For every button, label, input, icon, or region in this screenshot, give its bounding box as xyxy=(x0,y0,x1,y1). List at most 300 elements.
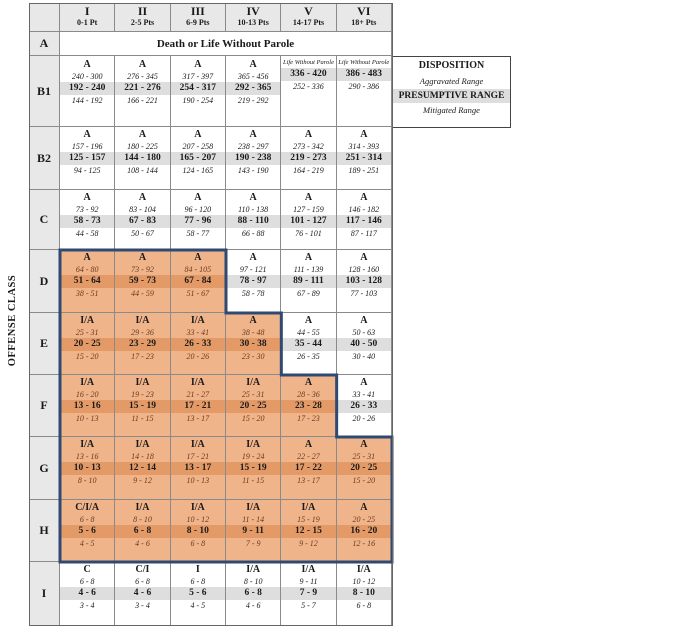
row-label: C xyxy=(29,190,60,250)
cell-presumptive-range: 144 - 180 xyxy=(115,152,169,165)
cell-disposition: A xyxy=(304,129,313,140)
cell-presumptive-range: 40 - 50 xyxy=(337,338,391,351)
legend-mitigated: Mitigated Range xyxy=(423,105,480,115)
cell-disposition: A xyxy=(249,59,257,70)
cell-aggravated-range: 180 - 225 xyxy=(127,142,158,151)
grid-cell xyxy=(281,56,336,127)
cell-aggravated-range: 14 - 18 xyxy=(131,452,154,461)
grid-cell xyxy=(281,313,336,375)
grid-cell xyxy=(171,190,226,250)
cell-presumptive-range: 67 - 84 xyxy=(171,275,225,288)
cell-mitigated-range: 108 - 144 xyxy=(127,166,158,175)
cell-aggravated-range: 29 - 36 xyxy=(131,328,154,337)
grid-cell xyxy=(337,250,392,313)
cell-mitigated-range: 17 - 23 xyxy=(297,414,320,423)
grid-cell xyxy=(60,437,115,500)
cell-aggravated-range: 10 - 12 xyxy=(352,577,376,586)
cell-aggravated-range: 207 - 258 xyxy=(182,142,214,151)
cell-presumptive-range: 9 - 11 xyxy=(226,525,280,538)
cell-mitigated-range: 13 - 17 xyxy=(297,476,320,485)
row-label: B2 xyxy=(29,127,60,190)
grid-cell xyxy=(226,437,281,500)
grid-cell xyxy=(115,190,170,250)
legend-presumptive: PRESUMPTIVE RANGE xyxy=(393,89,510,103)
cell-mitigated-range: 7 - 9 xyxy=(245,539,261,548)
cell-mitigated-range: 190 - 254 xyxy=(182,96,214,105)
grid-cell xyxy=(171,437,226,500)
column-header xyxy=(115,3,170,32)
cell-aggravated-range: 238 - 297 xyxy=(237,142,269,151)
cell-mitigated-range: 51 - 67 xyxy=(186,289,210,298)
row-label: E xyxy=(29,313,60,375)
cell-disposition: A xyxy=(360,315,368,326)
grid-cell xyxy=(226,56,281,127)
cell-aggravated-range: 146 - 182 xyxy=(348,205,380,214)
cell-presumptive-range: 20 - 25 xyxy=(337,462,391,475)
cell-disposition: C xyxy=(83,564,91,575)
cell-mitigated-range: 166 - 221 xyxy=(127,96,158,105)
cell-mitigated-range: 4 - 5 xyxy=(190,601,206,610)
cell-mitigated-range: 3 - 4 xyxy=(79,601,95,610)
cell-disposition: A xyxy=(194,192,202,203)
cell-disposition: I/A xyxy=(190,315,205,326)
cell-aggravated-range: 8 - 10 xyxy=(133,515,152,524)
cell-presumptive-range: 30 - 38 xyxy=(226,338,280,351)
grid-cell xyxy=(281,437,336,500)
cell-aggravated-range: 273 - 342 xyxy=(293,142,324,151)
cell-presumptive-range: 17 - 21 xyxy=(171,400,225,413)
cell-presumptive-range: 13 - 16 xyxy=(60,400,114,413)
cell-aggravated-range: 6 - 8 xyxy=(190,577,206,586)
cell-aggravated-range: 15 - 19 xyxy=(297,515,320,524)
cell-aggravated-range: 33 - 41 xyxy=(352,390,376,399)
grid-cell xyxy=(171,56,226,127)
cell-disposition: Life Without Parole xyxy=(282,59,334,66)
cell-mitigated-range: 9 - 12 xyxy=(299,539,318,548)
cell-mitigated-range: 5 - 7 xyxy=(301,601,316,610)
cell-aggravated-range: 10 - 12 xyxy=(186,515,210,524)
cell-aggravated-range: 13 - 16 xyxy=(75,452,99,461)
cell-presumptive-range: 78 - 97 xyxy=(226,275,280,288)
cell-mitigated-range: 8 - 10 xyxy=(77,476,97,485)
cell-presumptive-range: 17 - 22 xyxy=(281,462,335,475)
cell-disposition: I/A xyxy=(190,502,205,513)
cell-aggravated-range: 84 - 105 xyxy=(184,265,212,274)
column-points: 2-5 Pts xyxy=(130,18,155,27)
cell-presumptive-range: 35 - 44 xyxy=(281,338,335,351)
cell-disposition: I/A xyxy=(246,439,261,450)
cell-aggravated-range: 25 - 31 xyxy=(75,328,99,337)
cell-aggravated-range: 19 - 23 xyxy=(131,390,154,399)
cell-aggravated-range: 25 - 31 xyxy=(241,390,265,399)
legend-box xyxy=(392,56,511,128)
cell-presumptive-range: 6 - 8 xyxy=(226,587,280,600)
cell-disposition: I/A xyxy=(135,315,150,326)
cell-disposition: A xyxy=(83,59,91,70)
cell-aggravated-range: 11 - 14 xyxy=(242,515,265,524)
cell-mitigated-range: 58 - 77 xyxy=(186,229,210,238)
cell-presumptive-range: 5 - 6 xyxy=(60,525,114,538)
cell-aggravated-range: 8 - 10 xyxy=(243,577,263,586)
column-header xyxy=(171,3,226,32)
cell-disposition: I/A xyxy=(135,502,150,513)
grid-cell xyxy=(337,127,392,190)
cell-disposition: A xyxy=(249,192,257,203)
cell-presumptive-range: 15 - 19 xyxy=(226,462,280,475)
cell-presumptive-range: 4 - 6 xyxy=(115,587,169,600)
cell-disposition: A xyxy=(304,439,313,450)
cell-disposition: I/A xyxy=(135,439,150,450)
cell-mitigated-range: 23 - 30 xyxy=(241,352,265,361)
cell-presumptive-range: 6 - 8 xyxy=(115,525,169,538)
cell-mitigated-range: 20 - 26 xyxy=(352,414,376,423)
cell-aggravated-range: 96 - 120 xyxy=(184,205,212,214)
cell-presumptive-range: 117 - 146 xyxy=(337,215,391,228)
cell-disposition: A xyxy=(138,192,147,203)
cell-mitigated-range: 219 - 292 xyxy=(237,96,269,105)
grid-cell xyxy=(281,500,336,562)
cell-presumptive-range: 125 - 157 xyxy=(60,152,114,165)
cell-mitigated-range: 189 - 251 xyxy=(348,166,380,175)
row-label: I xyxy=(29,562,60,626)
cell-mitigated-range: 12 - 16 xyxy=(352,539,376,548)
cell-aggravated-range: 6 - 8 xyxy=(79,515,95,524)
cell-aggravated-range: 127 - 159 xyxy=(293,205,324,214)
cell-presumptive-range: 165 - 207 xyxy=(171,152,225,165)
column-header xyxy=(60,3,115,32)
cell-presumptive-range: 23 - 29 xyxy=(115,338,169,351)
cell-aggravated-range: 19 - 24 xyxy=(241,452,265,461)
cell-presumptive-range: 58 - 73 xyxy=(60,215,114,228)
cell-disposition: I/A xyxy=(356,564,371,575)
cell-presumptive-range: 16 - 20 xyxy=(337,525,391,538)
cell-mitigated-range: 143 - 190 xyxy=(237,166,269,175)
cell-mitigated-range: 10 - 13 xyxy=(75,414,99,423)
cell-disposition: A xyxy=(138,252,147,263)
grid-cell xyxy=(171,500,226,562)
grid-cell xyxy=(115,313,170,375)
cell-presumptive-range: 12 - 15 xyxy=(281,525,335,538)
cell-mitigated-range: 67 - 89 xyxy=(297,289,320,298)
grid-cell xyxy=(60,500,115,562)
grid-cell xyxy=(226,500,281,562)
cell-mitigated-range: 15 - 20 xyxy=(75,352,99,361)
grid-cell xyxy=(337,500,392,562)
cell-aggravated-range: 240 - 300 xyxy=(71,72,103,81)
cell-presumptive-range: 292 - 365 xyxy=(226,82,280,95)
cell-presumptive-range: 67 - 83 xyxy=(115,215,169,228)
cell-aggravated-range: 73 - 92 xyxy=(131,265,154,274)
cell-presumptive-range: 219 - 273 xyxy=(281,152,335,165)
cell-presumptive-range: 8 - 10 xyxy=(171,525,225,538)
grid-cell xyxy=(337,562,392,626)
cell-aggravated-range: 16 - 20 xyxy=(75,390,99,399)
cell-disposition: A xyxy=(360,252,368,263)
column-roman: VI xyxy=(357,4,371,18)
cell-aggravated-range: 38 - 48 xyxy=(241,328,265,337)
cell-mitigated-range: 144 - 192 xyxy=(71,96,103,105)
grid-cell xyxy=(60,375,115,437)
grid-cell xyxy=(281,562,336,626)
cell-mitigated-range: 10 - 13 xyxy=(186,476,210,485)
cell-mitigated-range: 76 - 101 xyxy=(295,229,322,238)
column-roman: III xyxy=(190,4,205,18)
grid-cell xyxy=(171,313,226,375)
cell-aggravated-range: 25 - 31 xyxy=(352,452,376,461)
cell-presumptive-range: 12 - 14 xyxy=(115,462,169,475)
cell-disposition: I/A xyxy=(80,439,95,450)
row-label: B1 xyxy=(29,56,60,127)
grid-cell xyxy=(115,375,170,437)
cell-disposition: A xyxy=(304,377,313,388)
grid-cell xyxy=(60,190,115,250)
cell-disposition: A xyxy=(304,252,313,263)
column-points: 18+ Pts xyxy=(351,18,377,27)
cell-mitigated-range: 9 - 12 xyxy=(133,476,152,485)
cell-mitigated-range: 17 - 23 xyxy=(131,352,154,361)
cell-mitigated-range: 13 - 17 xyxy=(186,414,210,423)
cell-aggravated-range: 44 - 55 xyxy=(297,328,320,337)
column-roman: V xyxy=(304,4,313,18)
cell-presumptive-range: 221 - 276 xyxy=(115,82,169,95)
grid-cell xyxy=(60,56,115,127)
grid-cell xyxy=(337,313,392,375)
cell-disposition: A xyxy=(83,192,91,203)
cell-disposition: A xyxy=(304,192,313,203)
cell-presumptive-range: 336 - 420 xyxy=(281,68,335,81)
cell-mitigated-range: 20 - 26 xyxy=(186,352,210,361)
cell-mitigated-range: 11 - 15 xyxy=(242,476,265,485)
grid-cell xyxy=(171,250,226,313)
grid-cell xyxy=(226,375,281,437)
cell-presumptive-range: 386 - 483 xyxy=(337,68,391,81)
cell-mitigated-range: 252 - 336 xyxy=(293,82,324,91)
cell-mitigated-range: 94 - 125 xyxy=(73,166,101,175)
column-points: 10-13 Pts xyxy=(237,18,269,27)
cell-presumptive-range: 59 - 73 xyxy=(115,275,169,288)
cell-disposition: I/A xyxy=(80,315,95,326)
grid-cell xyxy=(60,250,115,313)
cell-mitigated-range: 15 - 20 xyxy=(352,476,376,485)
row-label: F xyxy=(29,375,60,437)
cell-presumptive-range: 20 - 25 xyxy=(226,400,280,413)
grid-cell xyxy=(281,250,336,313)
cell-presumptive-range: 103 - 128 xyxy=(337,275,391,288)
cell-aggravated-range: 6 - 8 xyxy=(135,577,150,586)
cell-disposition: I xyxy=(195,564,200,575)
legend-disposition: DISPOSITION xyxy=(418,60,485,71)
cell-disposition: A xyxy=(194,252,202,263)
cell-mitigated-range: 44 - 58 xyxy=(75,229,99,238)
grid-cell xyxy=(281,190,336,250)
column-points: 14-17 Pts xyxy=(292,18,325,27)
grid-cell xyxy=(171,127,226,190)
cell-disposition: A xyxy=(194,59,202,70)
cell-aggravated-range: 314 - 393 xyxy=(348,142,380,151)
column-roman: I xyxy=(84,4,90,18)
grid-cell xyxy=(115,127,170,190)
cell-disposition: I/A xyxy=(190,377,205,388)
cell-mitigated-range: 66 - 88 xyxy=(241,229,265,238)
cell-mitigated-range: 4 - 5 xyxy=(79,539,95,548)
cell-aggravated-range: 9 - 11 xyxy=(299,577,318,586)
cell-disposition: A xyxy=(360,502,368,513)
cell-mitigated-range: 15 - 20 xyxy=(241,414,265,423)
cell-aggravated-range: 317 - 397 xyxy=(182,72,214,81)
grid-cell xyxy=(226,562,281,626)
cell-aggravated-range: 97 - 121 xyxy=(239,265,267,274)
cell-mitigated-range: 6 - 8 xyxy=(190,539,206,548)
cell-disposition: A xyxy=(360,192,368,203)
cell-aggravated-range: 157 - 196 xyxy=(71,142,103,151)
grid-cell xyxy=(60,313,115,375)
cell-aggravated-range: 33 - 41 xyxy=(186,328,210,337)
cell-aggravated-range: 28 - 36 xyxy=(297,390,320,399)
cell-disposition: I/A xyxy=(190,439,205,450)
cell-aggravated-range: 128 - 160 xyxy=(348,265,380,274)
cell-presumptive-range: 23 - 28 xyxy=(281,400,335,413)
cell-disposition: I/A xyxy=(80,377,95,388)
legend-aggravated: Aggravated Range xyxy=(419,76,484,86)
cell-disposition: A xyxy=(249,129,257,140)
cell-mitigated-range: 290 - 386 xyxy=(348,82,380,91)
cell-presumptive-range: 88 - 110 xyxy=(226,215,280,228)
cell-presumptive-range: 51 - 64 xyxy=(60,275,114,288)
cell-mitigated-range: 6 - 8 xyxy=(356,601,372,610)
column-header xyxy=(337,3,392,32)
cell-disposition: A xyxy=(194,129,202,140)
grid-cell xyxy=(115,562,170,626)
grid-cell xyxy=(115,250,170,313)
grid-cell xyxy=(281,127,336,190)
cell-aggravated-range: 73 - 92 xyxy=(75,205,99,214)
cell-aggravated-range: 64 - 80 xyxy=(75,265,99,274)
offense-class-label: OFFENSE CLASS xyxy=(7,274,19,366)
cell-disposition: A xyxy=(360,129,368,140)
cell-disposition: C/I xyxy=(135,564,150,575)
cell-disposition: C/I/A xyxy=(75,502,100,513)
cell-disposition: I/A xyxy=(135,377,150,388)
grid-cell xyxy=(115,500,170,562)
cell-presumptive-range: 26 - 33 xyxy=(171,338,225,351)
grid-cell xyxy=(226,313,281,375)
cell-aggravated-range: 22 - 27 xyxy=(297,452,320,461)
grid-cell xyxy=(337,375,392,437)
cell-disposition: A xyxy=(360,439,368,450)
cell-presumptive-range: 15 - 19 xyxy=(115,400,169,413)
cell-disposition: I/A xyxy=(246,377,261,388)
cell-mitigated-range: 164 - 219 xyxy=(293,166,324,175)
cell-presumptive-range: 13 - 17 xyxy=(171,462,225,475)
cell-mitigated-range: 44 - 59 xyxy=(131,289,154,298)
cell-aggravated-range: 110 - 138 xyxy=(238,205,269,214)
header-corner xyxy=(29,3,60,32)
column-roman: IV xyxy=(246,4,260,18)
row-a-text: Death or Life Without Parole xyxy=(60,32,392,56)
cell-aggravated-range: 111 - 139 xyxy=(293,265,324,274)
grid-cell xyxy=(337,437,392,500)
cell-mitigated-range: 50 - 67 xyxy=(131,229,154,238)
cell-mitigated-range: 3 - 4 xyxy=(135,601,150,610)
cell-disposition: Life Without Parole xyxy=(338,59,390,66)
cell-aggravated-range: 20 - 25 xyxy=(352,515,376,524)
grid-cell xyxy=(171,375,226,437)
cell-presumptive-range: 101 - 127 xyxy=(281,215,335,228)
cell-presumptive-range: 77 - 96 xyxy=(171,215,225,228)
cell-presumptive-range: 251 - 314 xyxy=(337,152,391,165)
cell-disposition: A xyxy=(138,59,147,70)
cell-disposition: A xyxy=(360,377,368,388)
grid-cell xyxy=(337,56,392,127)
cell-presumptive-range: 8 - 10 xyxy=(337,587,391,600)
row-label: A xyxy=(29,32,60,56)
cell-disposition: I/A xyxy=(301,502,316,513)
cell-presumptive-range: 190 - 238 xyxy=(226,152,280,165)
cell-aggravated-range: 83 - 104 xyxy=(129,205,156,214)
cell-mitigated-range: 38 - 51 xyxy=(75,289,99,298)
column-roman: II xyxy=(137,4,148,18)
cell-presumptive-range: 4 - 6 xyxy=(60,587,114,600)
grid-cell xyxy=(115,437,170,500)
cell-mitigated-range: 4 - 6 xyxy=(135,539,150,548)
cell-mitigated-range: 4 - 6 xyxy=(245,601,261,610)
cell-presumptive-range: 10 - 13 xyxy=(60,462,114,475)
cell-mitigated-range: 11 - 15 xyxy=(131,414,154,423)
cell-mitigated-range: 30 - 40 xyxy=(352,352,376,361)
cell-disposition: A xyxy=(83,252,91,263)
cell-aggravated-range: 365 - 456 xyxy=(237,72,269,81)
column-header xyxy=(226,3,281,32)
row-label: H xyxy=(29,500,60,562)
cell-disposition: A xyxy=(304,315,313,326)
cell-disposition: A xyxy=(138,129,147,140)
cell-disposition: A xyxy=(249,315,257,326)
cell-presumptive-range: 5 - 6 xyxy=(171,587,225,600)
column-points: 6-9 Pts xyxy=(186,18,210,27)
grid-cell xyxy=(60,127,115,190)
grid-cell xyxy=(226,190,281,250)
cell-mitigated-range: 87 - 117 xyxy=(350,229,377,238)
cell-presumptive-range: 192 - 240 xyxy=(60,82,114,95)
cell-aggravated-range: 50 - 63 xyxy=(352,328,376,337)
cell-presumptive-range: 7 - 9 xyxy=(281,587,335,600)
grid-cell xyxy=(226,127,281,190)
cell-mitigated-range: 124 - 165 xyxy=(182,166,214,175)
cell-presumptive-range: 20 - 25 xyxy=(60,338,114,351)
cell-presumptive-range: 26 - 33 xyxy=(337,400,391,413)
column-points: 0-1 Pt xyxy=(77,18,98,27)
grid-cell xyxy=(60,562,115,626)
row-label: D xyxy=(29,250,60,313)
cell-aggravated-range: 6 - 8 xyxy=(79,577,95,586)
row-label: G xyxy=(29,437,60,500)
cell-aggravated-range: 21 - 27 xyxy=(186,390,210,399)
grid-cell xyxy=(337,190,392,250)
cell-disposition: I/A xyxy=(246,564,261,575)
cell-disposition: I/A xyxy=(301,564,316,575)
cell-disposition: A xyxy=(83,129,91,140)
cell-presumptive-range: 89 - 111 xyxy=(281,275,335,288)
grid-cell xyxy=(115,56,170,127)
cell-mitigated-range: 77 - 103 xyxy=(350,289,378,298)
cell-disposition: I/A xyxy=(246,502,261,513)
cell-aggravated-range: 17 - 21 xyxy=(186,452,210,461)
cell-mitigated-range: 26 - 35 xyxy=(297,352,320,361)
cell-mitigated-range: 58 - 78 xyxy=(241,289,265,298)
cell-disposition: A xyxy=(249,252,257,263)
cell-presumptive-range: 254 - 317 xyxy=(171,82,225,95)
grid-cell xyxy=(171,562,226,626)
